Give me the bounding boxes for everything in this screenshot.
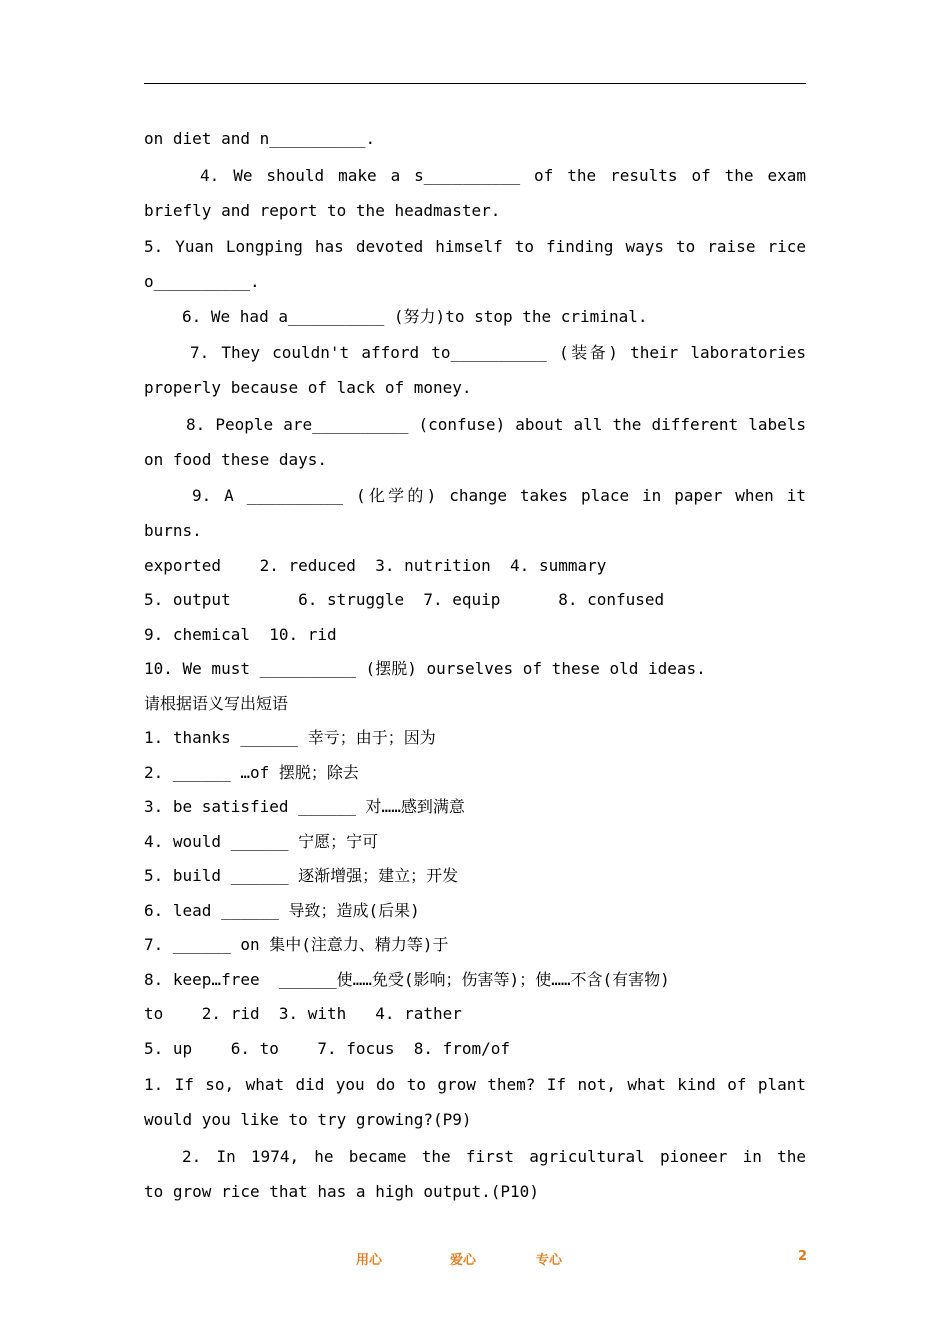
footer-motto-1: 用心	[356, 1253, 383, 1268]
text-line: 7. They couldn't afford to__________ (装备) their laboratories	[190, 343, 806, 362]
text-line: 4. We should make a s__________ of the results of the exam	[200, 165, 806, 185]
text-line: 6. lead ______ 导致；造成(后果)	[144, 900, 420, 920]
text-line: 4. would ______ 宁愿；宁可	[144, 831, 379, 851]
text-line: 3. be satisfied ______ 对……感到满意	[144, 797, 465, 816]
text-line: 7. ______ on 集中(注意力、精力等)于	[144, 935, 449, 954]
text-line: properly because of lack of money.	[144, 378, 472, 397]
text-line: on diet and n__________.	[144, 129, 376, 148]
text-line: 1. If so, what did you do to grow them? If not, what kind of plant	[144, 1075, 806, 1094]
text-line: to grow rice that has a high output.(P10)	[144, 1181, 539, 1201]
header-rule	[144, 83, 806, 84]
page-number: 2	[798, 1249, 808, 1264]
text-line: 2. ______ …of 摆脱；除去	[144, 762, 359, 782]
footer-motto-2: 爱心	[450, 1253, 477, 1268]
text-line: 5. up 6. to 7. focus 8. from/of	[144, 1038, 511, 1058]
text-line: 2. In 1974, he became the first agricultural pioneer in the	[182, 1146, 806, 1166]
text-line: 9. chemical 10. rid	[144, 624, 337, 644]
text-line: 5. Yuan Longping has devoted himself to finding ways to raise rice	[144, 237, 806, 256]
text-line: to 2. rid 3. with 4. rather	[144, 1004, 462, 1023]
text-line: 请根据语义写出短语	[144, 693, 289, 713]
text-line: 8. keep…free ______使……免受(影响；伤害等)；使……不含(有害物)	[144, 969, 670, 989]
text-line: 5. output 6. struggle 7. equip 8. confused	[144, 590, 665, 609]
page-footer	[0, 1249, 950, 1269]
text-line: 6. We had a__________ (努力)to stop the criminal.	[182, 306, 648, 326]
text-line: 5. build ______ 逐渐增强；建立；开发	[144, 866, 459, 885]
text-line: 1. thanks ______ 幸亏；由于；因为	[144, 728, 436, 747]
text-line: 9. A __________ (化学的) change takes place in paper when it	[192, 486, 806, 505]
text-line: on food these days.	[144, 449, 328, 469]
text-line: burns.	[144, 521, 202, 540]
text-line: exported 2. reduced 3. nutrition 4. summary	[144, 555, 607, 575]
footer-motto-3: 专心	[536, 1253, 563, 1268]
text-line: briefly and report to the headmaster.	[144, 200, 501, 220]
text-line: 10. We must __________ (摆脱) ourselves of these old ideas.	[144, 659, 706, 678]
text-line: would you like to try growing?(P9)	[144, 1110, 472, 1129]
document-body	[144, 122, 806, 1209]
text-line: o__________.	[144, 272, 260, 291]
text-line: 8. People are__________ (confuse) about all the different labels	[186, 414, 806, 434]
